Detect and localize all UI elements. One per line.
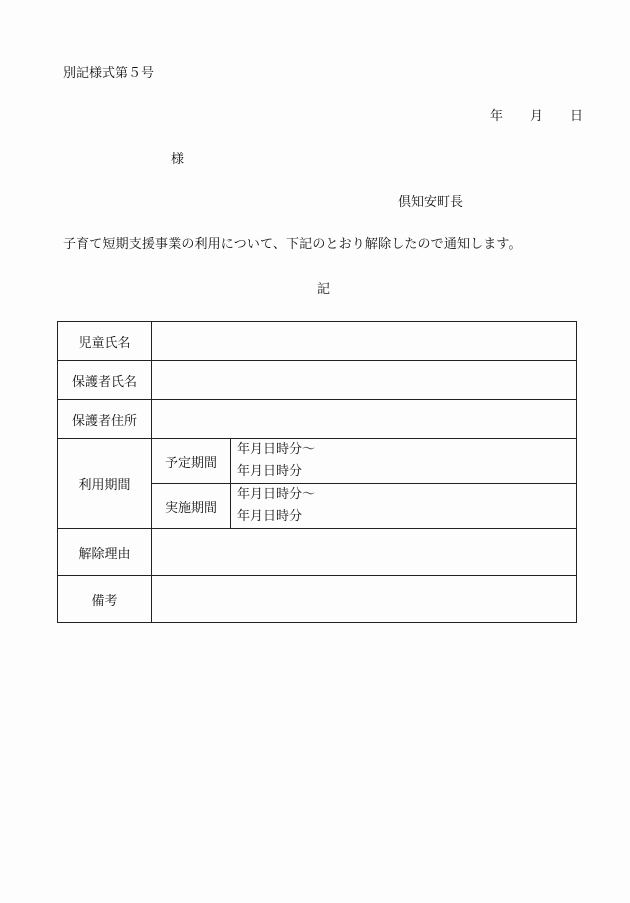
- day-label: 日: [570, 109, 584, 124]
- month-label: 月: [530, 109, 544, 124]
- addressee-suffix: 様: [171, 152, 185, 167]
- guardian-name-field[interactable]: [152, 361, 577, 400]
- row-cancel-reason: [58, 529, 577, 576]
- planned-period-label: 予定期間: [152, 439, 231, 484]
- actual-period-to: 年月日時分: [237, 509, 303, 524]
- actual-period-label: 実施期間: [152, 484, 231, 529]
- year-label: 年: [490, 109, 504, 124]
- notice-body-text: 子育て短期支援事業の利用について、下記のとおり解除したので通知します。: [63, 237, 522, 252]
- usage-period-label: 利用期間: [58, 439, 152, 529]
- planned-period-from: 年月日時分～: [237, 442, 316, 457]
- cancel-reason-field[interactable]: [152, 529, 577, 576]
- actual-period-from: 年月日時分～: [237, 487, 316, 502]
- remarks-field[interactable]: [152, 576, 577, 623]
- row-guardian-name: [58, 361, 577, 400]
- planned-period-value[interactable]: [231, 439, 577, 484]
- notice-form-table: [57, 321, 577, 623]
- actual-period-value[interactable]: [231, 484, 577, 529]
- guardian-address-field[interactable]: [152, 400, 577, 439]
- guardian-name-label: 保護者氏名: [58, 361, 152, 400]
- row-planned-period: [58, 439, 577, 484]
- remarks-label: 備考: [58, 576, 152, 623]
- row-remarks: [58, 576, 577, 623]
- form-number: 別記様式第５号: [63, 66, 155, 81]
- cancel-reason-label: 解除理由: [58, 529, 152, 576]
- child-name-field[interactable]: [152, 322, 577, 361]
- row-guardian-address: [58, 400, 577, 439]
- date-line: [490, 110, 583, 123]
- planned-period-to: 年月日時分: [237, 464, 303, 479]
- guardian-address-label: 保護者住所: [58, 400, 152, 439]
- child-name-label: 児童氏名: [58, 322, 152, 361]
- ki-heading: 記: [317, 282, 331, 297]
- row-child-name: [58, 322, 577, 361]
- issuer-name: 倶知安町長: [398, 195, 464, 210]
